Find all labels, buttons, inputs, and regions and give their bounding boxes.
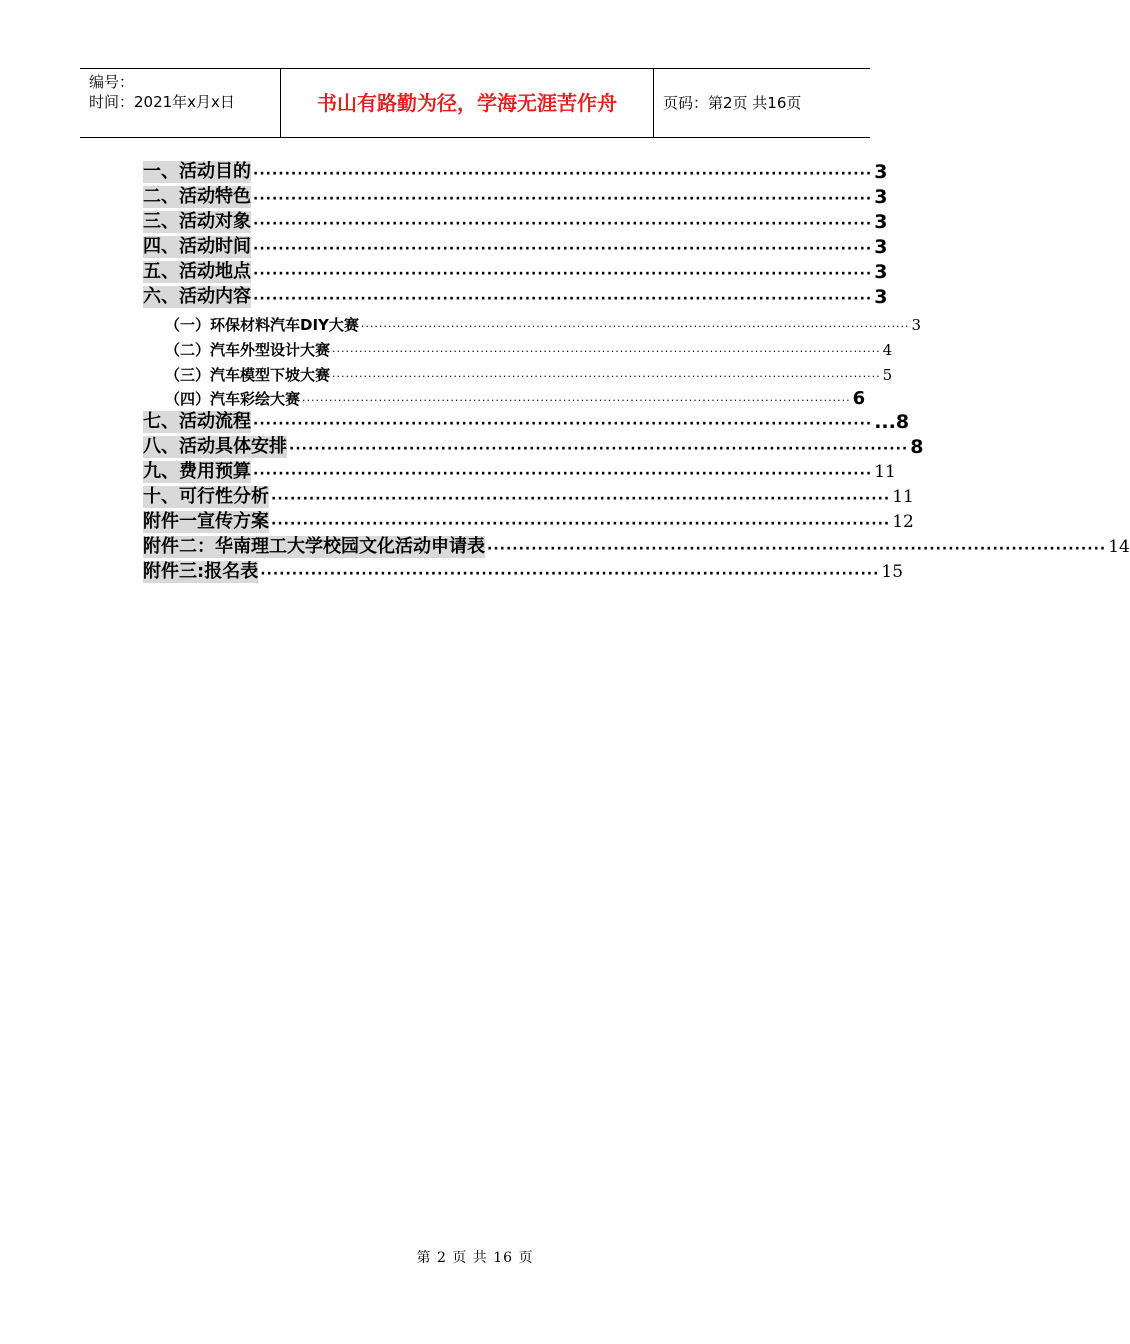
toc-page: 14 [1108,537,1130,557]
toc-leader: ·································································································· [271,516,891,532]
toc-label: 七、活动流程 [143,411,251,432]
toc-leader: ·································································································· [253,241,873,257]
toc-page: 5 [882,366,893,384]
toc-leader: ·································································································· [260,566,880,582]
toc-label: （二）汽车外型设计大赛 [165,341,331,359]
toc-page: 3 [911,316,922,334]
toc-page: 8 [910,436,924,458]
toc-leader: ·································································································· [253,416,873,432]
toc-page: 6 [852,388,866,409]
page-info: 页码：第2页 共16页 [663,94,802,112]
toc-leader: ·································································································· [271,491,891,507]
toc-label: 十、可行性分析 [143,486,269,507]
toc-entry[interactable] [143,183,888,208]
motto: 书山有路勤为径，学海无涯苦作舟 [317,91,617,115]
toc-leader: ·································································································· [253,266,873,282]
toc-label: （四）汽车彩绘大赛 [165,390,301,408]
toc-entry[interactable] [143,508,914,533]
toc-leader: ·························································································································· [332,345,881,358]
toc-entry[interactable] [143,283,888,308]
toc-page: 3 [874,236,888,258]
toc-subentry[interactable] [165,384,866,409]
toc-leader: ·································································································· [253,291,873,307]
toc-entry[interactable] [143,433,924,458]
toc-leader: ·································································································· [253,216,873,232]
toc-page: 3 [874,161,888,183]
toc-label: 三、活动对象 [143,211,251,232]
toc-label: 附件二：华南理工大学校园文化活动申请表 [143,536,485,557]
toc-entry[interactable] [143,533,1130,558]
toc-entry[interactable] [143,258,888,283]
toc-label: 四、活动时间 [143,236,251,257]
time-label: 时间：2021年x月x日 [89,93,235,111]
toc-page: 11 [874,462,896,482]
toc-leader: ·································································································· [253,191,873,207]
toc-page: 12 [892,512,914,532]
toc-page: 3 [874,211,888,233]
toc-leader: ·························································································································· [302,394,851,407]
toc-label: 六、活动内容 [143,286,251,307]
toc-page: 3 [874,286,888,308]
toc-leader: ·································································································· [253,466,873,482]
toc-label: （一）环保材料汽车DIY大赛 [165,316,359,334]
toc-leader: ·································································································· [253,166,873,182]
toc-label: 九、费用预算 [143,461,251,482]
toc-page: 4 [882,341,893,359]
toc-entry[interactable] [143,458,896,483]
toc-label: 附件一宣传方案 [143,511,269,532]
toc-page: 3 [874,186,888,208]
toc-page: ...8 [874,411,910,433]
toc-page: 3 [874,261,888,283]
toc-label: 一、活动目的 [143,161,251,182]
toc-entry[interactable] [143,233,888,258]
toc-label: （三）汽车模型下坡大赛 [165,366,331,384]
toc-page: 11 [892,487,914,507]
toc-entry[interactable] [143,208,888,233]
toc-entry[interactable] [143,408,910,433]
toc-subentry[interactable] [165,310,922,335]
toc-entry[interactable] [143,158,888,183]
toc-entry[interactable] [143,483,914,508]
toc-label: 附件三:报名表 [143,561,259,582]
toc-label: 八、活动具体安排 [143,436,287,457]
page-footer: 第 2 页 共 16 页 [416,1250,534,1266]
toc-leader: ·························································································································· [360,320,910,333]
toc-label: 二、活动特色 [143,186,251,207]
table-of-contents [0,0,1130,600]
toc-entry[interactable] [143,558,904,583]
toc-leader: ·································································································· [487,541,1107,557]
toc-leader: ·································································································· [289,441,909,457]
toc-subentry[interactable] [165,335,893,360]
toc-label: 五、活动地点 [143,261,251,282]
toc-subentry[interactable] [165,360,893,385]
toc-page: 15 [881,562,904,582]
serial-label: 编号： [89,73,135,91]
toc-leader: ·························································································································· [332,370,881,383]
